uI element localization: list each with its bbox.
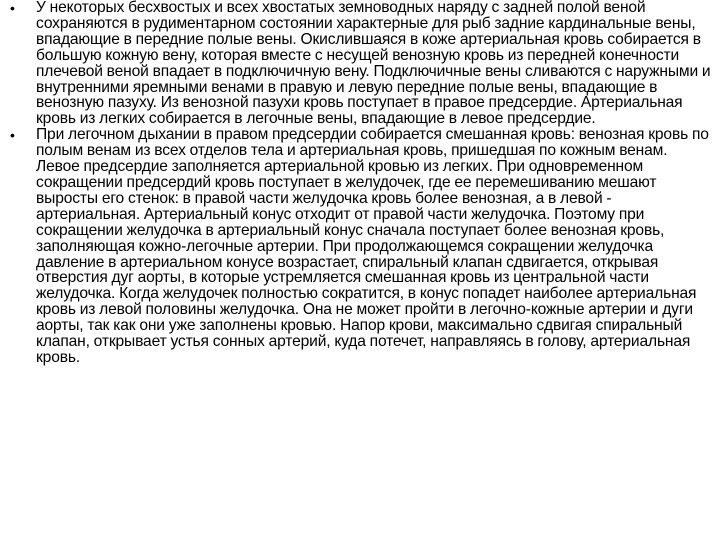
bullet-item-2: [10, 126, 714, 366]
bullet-marker: •: [10, 127, 15, 144]
bullet-text: У некоторых бесхвостых и всех хвостатых земноводных наряду с задней полой веной сохраняются в рудиментарном состоянии характерные для рыб задние кардинальные вены, впадающие в передние полые вены. Окислившаяся в коже артериальная кровь собирается в большую кожную вену, которая вместе с несущей венозную кровь из передней конечности плечевой веной впадает в подключичную вену. Подключичные вены сливаются с наружными и внутренними яремными венами в правую и левую передние полые вены, впадающие в венозную пазуху. Из венозной пазухи кровь поступает в правое предсердие. Артериальная кровь из легких собирается в легочные вены, впадающие в левое предсердие.: [36, 0, 711, 128]
bullet-list: [10, 0, 714, 366]
bullet-item-1: [10, 0, 714, 128]
bullet-text: При легочном дыхании в правом предсердии собирается смешанная кровь: венозная кровь по полым венам из всех отделов тела и артериальная кровь, пришедшая по кожным венам. Левое предсердие заполняется артериальной кровью из легких. При одновременном сокращении предсердий кровь поступает в желудочек, где ее перемешиванию мешают выросты его стенок: в правой части желудочка кровь более венозная, а в левой - артериальная. Артериальный конус отходит от правой части желудочка. Поэтому при сокращении желудочка в артериальный конус сначала поступает более венозная кровь, заполняющая кожно-легочные артерии. При продолжающемся сокращении желудочка давление в артериальном конусе возрастает, спиральный клапан сдвигается, открывая отверстия дуг аорты, в которые устремляется смешанная кровь из центральной части желудочка. Когда желудочек полностью сократится, в конус попадет наиболее артериальная кровь из левой половины желудочка. Она не может пройти в легочно-кожные артерии и дуги аорты, так как они уже заполнены кровью. Напор крови, максимально сдвигая спиральный клапан, открывает устья сонных артерий, куда потечет, направляясь в голову, артериальная кровь.: [36, 126, 709, 366]
bullet-marker: •: [10, 0, 15, 16]
